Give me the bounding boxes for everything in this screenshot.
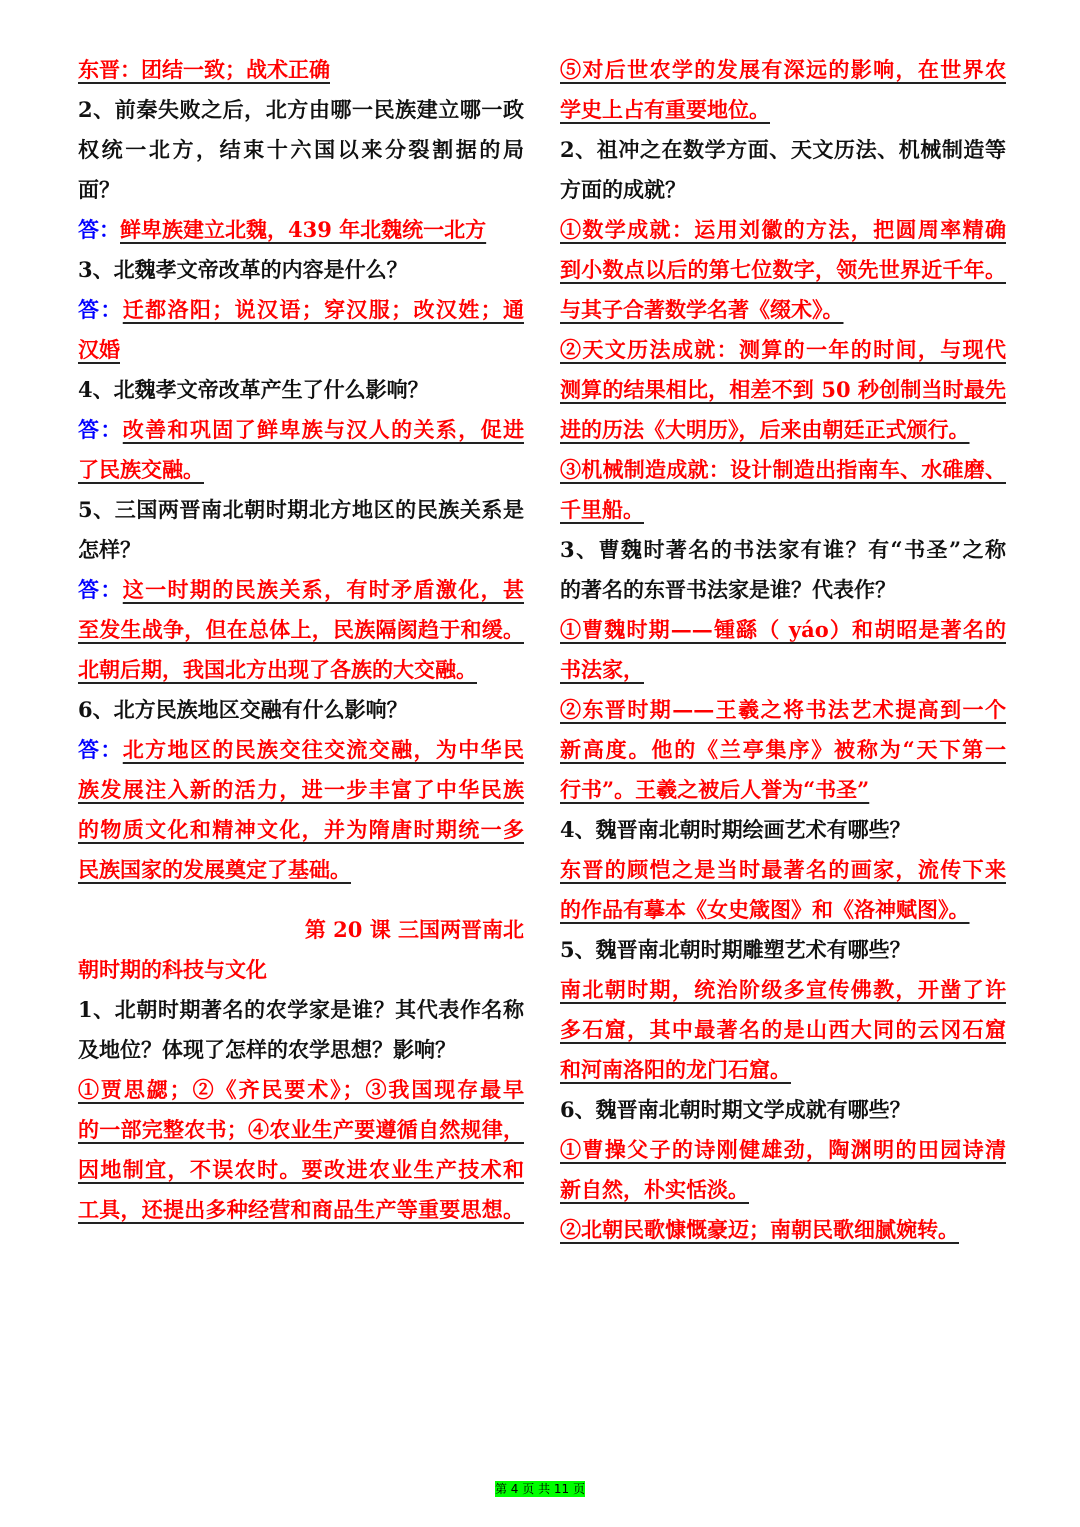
footer-total-pages: 11 [553, 1482, 570, 1496]
answer-text: ②北朝民歌慷慨豪迈；南朝民歌细腻婉转。 [560, 1217, 959, 1242]
answer-text: 测算的结果相比，相差不到 50 秒创制当时最先 [560, 377, 1006, 402]
answer-line [78, 450, 524, 490]
answer-line [560, 50, 1006, 90]
question-line: 方面的成就？ [560, 177, 686, 202]
answer-text: 行书”。王羲之被后人誉为“书圣” [560, 777, 870, 802]
answer-text: ②东晋时期——王羲之将书法艺术提高到一个 [560, 697, 1006, 722]
answer-text: 的作品有摹本《女史箴图》和《洛神赋图》。 [560, 897, 970, 922]
answer-line [560, 1170, 1006, 1210]
answer-line [560, 210, 1006, 250]
answer-text: 新高度。他的《兰亭集序》被称为“天下第一 [560, 737, 1006, 762]
answer-line [78, 1070, 524, 1110]
answer-line [560, 1210, 1006, 1250]
answer-label: 答： [78, 217, 120, 242]
answer-text: 工具，还提出多种经营和商品生产等重要思想。 [78, 1197, 524, 1222]
answer-text: 和河南洛阳的龙门石窟。 [560, 1057, 791, 1082]
answer-text: 的一部完整农书；④农业生产要遵循自然规律， [78, 1117, 524, 1142]
question-line: 2、祖冲之在数学方面、天文历法、机械制造等 [560, 137, 1006, 162]
right-column [560, 50, 1006, 1250]
answer-text: 的物质文化和精神文化，并为隋唐时期统一多 [78, 817, 524, 842]
answer-line [560, 490, 1006, 530]
answer-text: ②天文历法成就：测算的一年的时间，与现代 [560, 337, 1006, 362]
answer-text: 到小数点以后的第七位数字，领先世界近千年。 [560, 257, 1006, 282]
footer-page-number: 4 [510, 1482, 519, 1496]
answer-text: 族发展注入新的活力，进一步丰富了中华民族 [78, 777, 524, 802]
answer-line [560, 690, 1006, 730]
question-line: 5、三国两晋南北朝时期北方地区的民族关系是 [78, 497, 524, 522]
answer-text: 至发生战争，但在总体上，民族隔阂趋于和缓。 [78, 617, 524, 642]
answer-line [560, 970, 1006, 1010]
answer-text: 北方地区的民族交往交流交融，为中华民 [122, 737, 525, 762]
answer-line [78, 650, 524, 690]
question-line: 3、北魏孝文帝改革的内容是什么？ [78, 257, 408, 282]
answer-text: 迁都洛阳；说汉语；穿汉服；改汉姓；通 [122, 297, 525, 322]
answer-text: 东晋的顾恺之是当时最著名的画家，流传下来 [560, 857, 1006, 882]
question-line: 及地位？体现了怎样的农学思想？影响？ [78, 1037, 456, 1062]
answer-line [78, 1190, 524, 1230]
footer-suffix: 页 [573, 1482, 586, 1496]
answer-line [78, 810, 524, 850]
answer-line [78, 610, 524, 650]
answer-line [560, 770, 1006, 810]
answer-text: ①数学成就：运用刘徽的方法，把圆周率精确 [560, 217, 1006, 242]
answer-text: 这一时期的民族关系，有时矛盾激化，甚 [122, 577, 525, 602]
answer-label: 答： [78, 417, 123, 442]
answer-text: ⑤对后世农学的发展有深远的影响，在世界农 [560, 57, 1006, 82]
question-line: 6、北方民族地区交融有什么影响？ [78, 697, 408, 722]
answer-line [78, 570, 524, 610]
answer-line [78, 210, 524, 250]
answer-line [78, 770, 524, 810]
page-footer [0, 1481, 1080, 1497]
left-column [78, 50, 524, 1230]
answer-line [560, 1050, 1006, 1090]
answer-line [560, 370, 1006, 410]
answer-label: 答： [78, 737, 123, 762]
answer-line [560, 890, 1006, 930]
answer-line [560, 650, 1006, 690]
question-line: 2、前秦失败之后，北方由哪一民族建立哪一政 [78, 97, 524, 122]
answer-text: 因地制宜，不误农时。要改进农业生产技术和 [78, 1157, 524, 1182]
answer-line [560, 850, 1006, 890]
answer-line [78, 1150, 524, 1190]
answer-text: 民族国家的发展奠定了基础。 [78, 857, 351, 882]
question-line: 面？ [78, 177, 120, 202]
answer-text: 学史上占有重要地位。 [560, 97, 770, 122]
footer-mid: 页 共 [522, 1482, 551, 1496]
answer-label: 答： [78, 297, 123, 322]
answer-text: 南北朝时期，统治阶级多宣传佛教，开凿了许 [560, 977, 1006, 1002]
answer-line [78, 50, 524, 90]
answer-text: 进的历法《大明历》，后来由朝廷正式颁行。 [560, 417, 970, 442]
question-line: 3、曹魏时著名的书法家有谁？有“书圣”之称 [560, 537, 1006, 562]
lesson-title-cont: 朝时期的科技与文化 [78, 957, 267, 982]
answer-line [78, 330, 524, 370]
answer-line [560, 410, 1006, 450]
question-line: 4、魏晋南北朝时期绘画艺术有哪些？ [560, 817, 911, 842]
answer-text: 改善和巩固了鲜卑族与汉人的关系，促进 [122, 417, 525, 442]
answer-text: 鲜卑族建立北魏，439 年北魏统一北方 [120, 217, 487, 242]
answer-line [560, 290, 1006, 330]
answer-line [560, 450, 1006, 490]
answer-line [560, 730, 1006, 770]
question-line: 权统一北方，结束十六国以来分裂割据的局 [78, 137, 524, 162]
answer-line [78, 1110, 524, 1150]
answer-text: 与其子合著数学名著《缀术》。 [560, 297, 844, 322]
footer-prefix: 第 [494, 1482, 507, 1496]
answer-text: 东晋：团结一致；战术正确 [78, 57, 330, 82]
answer-line [560, 330, 1006, 370]
answer-text: ①曹操父子的诗刚健雄劲，陶渊明的田园诗清 [560, 1137, 1006, 1162]
question-line: 4、北魏孝文帝改革产生了什么影响？ [78, 377, 429, 402]
answer-text: 了民族交融。 [78, 457, 204, 482]
question-line: 5、魏晋南北朝时期雕塑艺术有哪些？ [560, 937, 911, 962]
answer-label: 答： [78, 577, 123, 602]
answer-text: ③机械制造成就：设计制造出指南车、水碓磨、 [560, 457, 1006, 482]
answer-text: ①贾思勰；②《齐民要术》；③我国现存最早 [78, 1077, 524, 1102]
answer-line [78, 730, 524, 770]
answer-line [560, 1010, 1006, 1050]
question-line: 6、魏晋南北朝时期文学成就有哪些？ [560, 1097, 911, 1122]
question-line: 1、北朝时期著名的农学家是谁？其代表作名称 [78, 997, 524, 1022]
answer-text: 新自然，朴实恬淡。 [560, 1177, 749, 1202]
answer-line [560, 250, 1006, 290]
answer-text: 书法家， [560, 657, 644, 682]
answer-line [560, 1130, 1006, 1170]
answer-line [78, 850, 524, 890]
answer-text: 多石窟，其中最著名的是山西大同的云冈石窟 [560, 1017, 1006, 1042]
question-line: 的著名的东晋书法家是谁？代表作？ [560, 577, 896, 602]
answer-text: 千里船。 [560, 497, 644, 522]
spacer [78, 890, 524, 910]
answer-line [78, 410, 524, 450]
answer-text: 汉婚 [78, 337, 120, 362]
answer-text: 北朝后期，我国北方出现了各族的大交融。 [78, 657, 477, 682]
question-line: 怎样？ [78, 537, 141, 562]
answer-line [560, 90, 1006, 130]
lesson-title: 第 20 课 三国两晋南北 [304, 917, 524, 942]
answer-line [560, 610, 1006, 650]
answer-text: ①曹魏时期——锺繇（ yáo）和胡昭是著名的 [560, 617, 1006, 642]
answer-line [78, 290, 524, 330]
